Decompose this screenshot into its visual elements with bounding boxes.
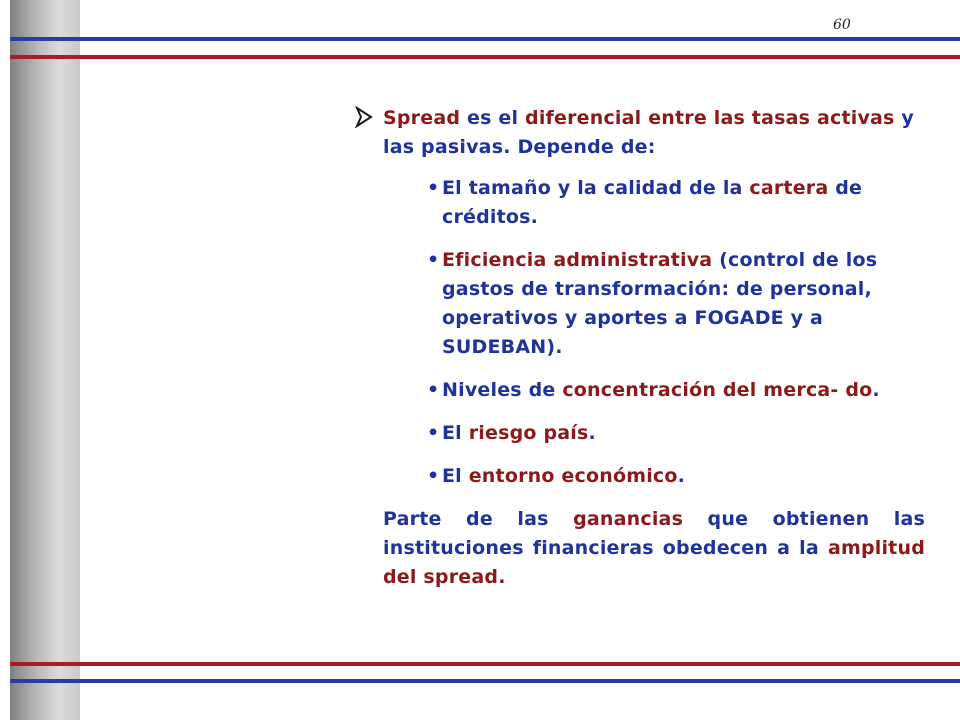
arrow-bullet-icon (355, 106, 373, 128)
text-run: riesgo país (468, 422, 589, 444)
text-run: El tamaño y la calidad de la (442, 177, 750, 199)
text-run: do (845, 379, 873, 401)
bullet-item (427, 419, 882, 448)
text-run: Eficiencia administrativa (442, 249, 713, 271)
text-run: El (442, 465, 469, 487)
bullet-text (442, 249, 877, 358)
text-run: Niveles de (442, 379, 563, 401)
bullet-dot: • (427, 422, 440, 444)
text-run: concentración del merca- (562, 379, 839, 401)
text-run: amplitud del spread. (383, 537, 925, 588)
bullet-text (442, 379, 880, 401)
text-run: Spread (383, 107, 461, 129)
bottom-red-rule (10, 662, 960, 666)
text-run: y las pasivas. Depende de: (383, 107, 914, 158)
lead-paragraph (355, 104, 925, 162)
bullet-list (355, 174, 882, 491)
bullet-dot: • (427, 249, 440, 271)
text-run: . (588, 422, 596, 444)
text-run: es el (460, 107, 526, 129)
bullet-item (427, 462, 882, 491)
closing-paragraph (355, 505, 925, 592)
text-run: entorno económico (468, 465, 678, 487)
left-gray-bar (10, 0, 80, 720)
top-blue-rule (10, 37, 960, 41)
text-run: El (442, 422, 469, 444)
text-run: cartera (749, 177, 829, 199)
text-run: (control de los gastos de transformación: de personal, operativos y aportes a FOGADE y a SUDEBAN). (442, 249, 878, 358)
bullet-text (442, 422, 596, 444)
bullet-item (427, 246, 882, 362)
text-run: que obtienen las instituciones financieras obedecen a la (383, 508, 925, 559)
text-run: ganancias (573, 508, 684, 530)
slide-body (355, 104, 925, 592)
lead-text (383, 107, 914, 158)
page-number: 60 (833, 17, 851, 33)
bullet-dot: • (427, 379, 440, 401)
text-run: . (677, 465, 686, 487)
text-run: Parte de las (383, 508, 574, 530)
bullet-text (442, 177, 862, 228)
bullet-dot: • (427, 177, 440, 199)
top-red-rule (10, 55, 960, 59)
bullet-item (427, 376, 882, 405)
bullet-dot: • (427, 465, 440, 487)
closing-text (383, 508, 925, 588)
text-run: . (872, 379, 880, 401)
bullet-text (442, 465, 685, 487)
text-run: diferencial entre las tasas activas (525, 107, 895, 129)
text-run: de créditos. (442, 177, 863, 228)
bottom-blue-rule (10, 679, 960, 683)
bullet-item (427, 174, 882, 232)
